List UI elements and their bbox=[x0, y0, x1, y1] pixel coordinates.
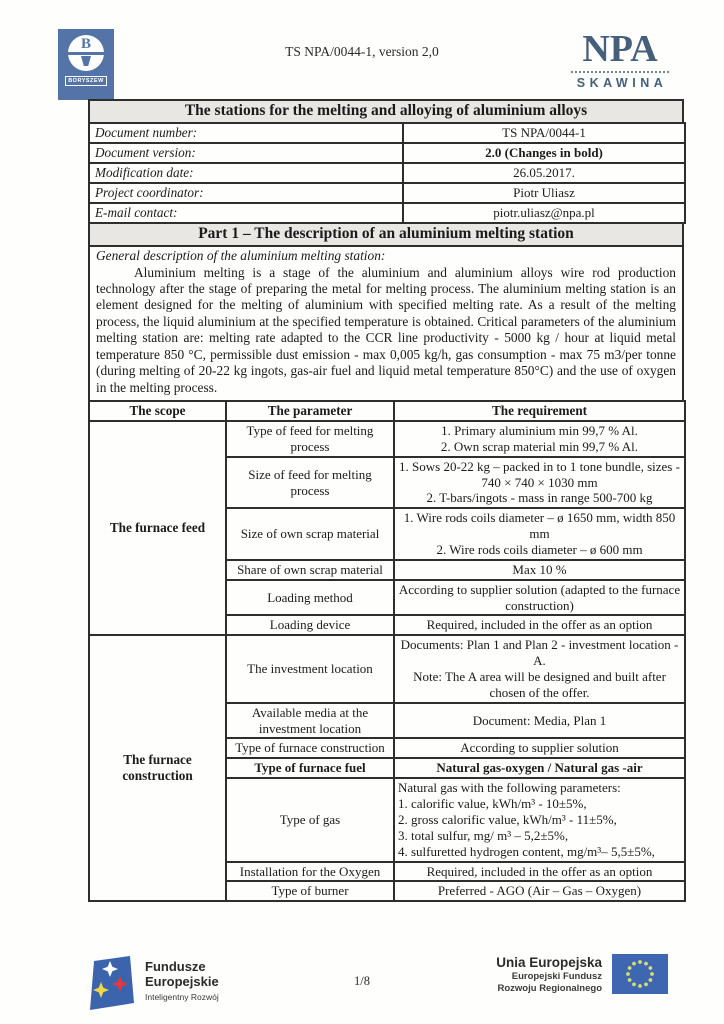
document-reference: TS NPA/0044-1, version 2,0 bbox=[285, 44, 439, 59]
boryszew-logo bbox=[58, 29, 114, 100]
info-label: Modification date: bbox=[89, 163, 403, 183]
requirement-cell: 1. Wire rods coils diameter – ø 1650 mm, width 850 mm 2. Wire rods coils diameter – ø 600 mm bbox=[394, 508, 685, 560]
table-row bbox=[89, 163, 685, 183]
parameter-cell: Installation for the Oxygen bbox=[226, 862, 394, 882]
parameter-cell: Type of burner bbox=[226, 881, 394, 901]
requirement-cell: Required, included in the offer as an option bbox=[394, 862, 685, 882]
info-value: 2.0 (Changes in bold) bbox=[403, 143, 685, 163]
info-value: Piotr Uliasz bbox=[403, 183, 685, 203]
table-row bbox=[89, 203, 685, 223]
fe-logo-line2: Europejskie bbox=[145, 973, 219, 989]
parameter-cell: Share of own scrap material bbox=[226, 560, 394, 580]
info-value: TS NPA/0044-1 bbox=[403, 123, 685, 143]
page-footer bbox=[0, 948, 724, 1024]
info-value: 26.05.2017. bbox=[403, 163, 685, 183]
page-number: 1/8 bbox=[354, 974, 370, 988]
parameter-cell: Type of furnace fuel bbox=[226, 758, 394, 778]
table-row bbox=[89, 421, 685, 457]
table-header-row bbox=[89, 401, 685, 421]
boryszew-label: BORYSZEW bbox=[65, 76, 107, 86]
parameter-cell: Type of feed for melting process bbox=[226, 421, 394, 457]
eu-logo-line1: Unia Europejska bbox=[496, 955, 602, 970]
parameter-cell: Loading device bbox=[226, 615, 394, 635]
requirement-cell: Max 10 % bbox=[394, 560, 685, 580]
column-header-parameter: The parameter bbox=[226, 401, 394, 421]
column-header-requirement: The requirement bbox=[394, 401, 685, 421]
info-label: E-mail contact: bbox=[89, 203, 403, 223]
npa-logo-name: NPA bbox=[582, 28, 658, 70]
part1-heading: Part 1 – The description of an aluminium melting station bbox=[88, 222, 684, 247]
npa-logo-subtitle: SKAWINA bbox=[576, 76, 668, 90]
requirement-cell: Document: Media, Plan 1 bbox=[394, 703, 685, 739]
requirement-cell: 1. Sows 20-22 kg – packed in to 1 tone bundle, sizes - 740 × 740 × 1030 mm 2. T-bars/ingots - mass in range 500-700 kg bbox=[394, 457, 685, 509]
parameter-cell: Available media at the investment location bbox=[226, 703, 394, 739]
info-label: Document version: bbox=[89, 143, 403, 163]
scope-cell: The furnace construction bbox=[89, 635, 226, 901]
parameter-cell: Size of own scrap material bbox=[226, 508, 394, 560]
scope-cell: The furnace feed bbox=[89, 421, 226, 635]
document-title: The stations for the melting and alloying of aluminium alloys bbox=[88, 99, 684, 124]
requirement-cell: Documents: Plan 1 and Plan 2 - investment location - A. Note: The A area will be designed and built after chosen of the offer. bbox=[394, 635, 685, 702]
document-info-table bbox=[88, 122, 686, 224]
column-header-scope: The scope bbox=[89, 401, 226, 421]
eu-logo-text bbox=[496, 956, 602, 995]
requirement-cell: Natural gas-oxygen / Natural gas -air bbox=[394, 758, 685, 778]
unia-europejska-logo bbox=[496, 954, 668, 995]
boryszew-letter: B bbox=[80, 36, 91, 52]
parameter-cell: Loading method bbox=[226, 580, 394, 616]
fe-logo-line3: Inteligentny Rozwój bbox=[145, 991, 219, 1002]
table-row bbox=[89, 635, 685, 702]
table-row bbox=[89, 123, 685, 143]
requirement-cell: According to supplier solution bbox=[394, 738, 685, 758]
eu-flag-icon bbox=[612, 954, 668, 994]
npa-logo-divider bbox=[571, 71, 669, 73]
info-label: Document number: bbox=[89, 123, 403, 143]
table-row bbox=[89, 143, 685, 163]
general-description-label: General description of the aluminium melting station: bbox=[96, 248, 386, 264]
requirement-cell: Preferred - AGO (Air – Gas – Oxygen) bbox=[394, 881, 685, 901]
table-row bbox=[89, 183, 685, 203]
requirements-table bbox=[88, 400, 686, 902]
info-value: piotr.uliasz@npa.pl bbox=[403, 203, 685, 223]
requirement-cell: According to supplier solution (adapted to the furnace construction) bbox=[394, 580, 685, 616]
parameter-cell: Size of feed for melting process bbox=[226, 457, 394, 509]
parameter-cell: Type of gas bbox=[226, 778, 394, 861]
requirement-cell: 1. Primary aluminium min 99,7 % Al. 2. Own scrap material min 99,7 % Al. bbox=[394, 421, 685, 457]
eu-logo-line2: Europejski Fundusz bbox=[511, 970, 602, 982]
general-description bbox=[88, 245, 684, 401]
parameter-cell: The investment location bbox=[226, 635, 394, 702]
requirement-cell: Natural gas with the following parameters: 1. calorific value, kWh/m³ - 10±5%, 2. gross calorific value, kWh/m³ - 11±5%, 3. total sulfur, mg/ m³ – 5,2±5%, 4. sulfuretted hydrogen content, mg/m³– 5,5±5%, bbox=[394, 778, 685, 861]
npa-skawina-logo bbox=[570, 30, 670, 90]
general-description-text: Aluminium melting is a stage of the aluminium and aluminium alloys wire rod production technology after the stage of preparing the metal for melting process. The aluminium melting station is an element designed for the melting of aluminium with specified melting rate. As a result of the melting process, the liquid aluminium at the specified temperature is obtained. Critical parameters of the aluminium melting station are: melting rate adapted to the CCR line productivity - 5000 kg / hour at liquid metal temperature 850 °C, permissible dust emission - max 0,005 kg/h, gas consumption - max 75 m3/per tonne (during melting of 20-22 kg ingots, gas-air fuel and liquid metal temperature 850°C) and the use of oxygen in the melting process. bbox=[96, 264, 676, 395]
parameter-cell: Type of furnace construction bbox=[226, 738, 394, 758]
document-body bbox=[88, 99, 684, 902]
fe-logo-line1: Fundusze bbox=[145, 959, 206, 974]
eu-logo-line3: Rozwoju Regionalnego bbox=[497, 982, 602, 994]
requirement-cell: Required, included in the offer as an option bbox=[394, 615, 685, 635]
info-label: Project coordinator: bbox=[89, 183, 403, 203]
